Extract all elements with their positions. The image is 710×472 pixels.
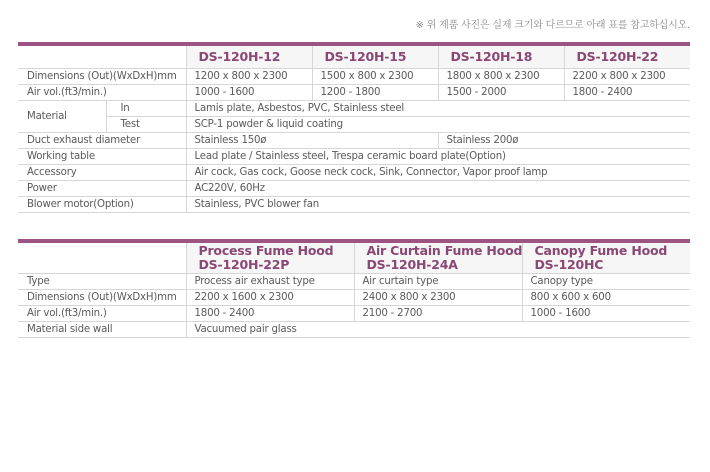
cell-value: 2100 - 2700 [354, 306, 522, 322]
row-label: Accessory [18, 165, 186, 181]
cell-value: SCP-1 powder & liquid coating [186, 117, 690, 133]
table-row [18, 85, 690, 101]
row-label: Dimensions (Out)(WxDxH)mm [18, 290, 186, 306]
cell-value: Stainless, PVC blower fan [186, 197, 690, 213]
row-label: Type [18, 274, 186, 290]
table-row [18, 322, 690, 338]
cell-value: Vacuumed pair glass [186, 322, 690, 338]
table-row [18, 117, 690, 133]
cell-value: 1800 x 800 x 2300 [438, 69, 564, 85]
cell-value: AC220V, 60Hz [186, 181, 690, 197]
row-label: Material side wall [18, 322, 186, 338]
table-row [18, 133, 690, 149]
cell-value: 1200 - 1800 [312, 85, 438, 101]
table-row [18, 306, 690, 322]
row-sublabel: Test [106, 117, 186, 133]
cell-value: Air cock, Gas cock, Goose neck cock, Sink, Connector, Vapor proof lamp [186, 165, 690, 181]
model-code: DS-120H-22P [198, 257, 290, 272]
model-code: DS-120HC [534, 257, 604, 272]
cell-value: 2400 x 800 x 2300 [354, 290, 522, 306]
table-row [18, 181, 690, 197]
cell-value: Air curtain type [354, 274, 522, 290]
row-label: Power [18, 181, 186, 197]
table-row [18, 165, 690, 181]
model-code: DS-120H-24A [366, 257, 458, 272]
cell-value: 1000 - 1600 [522, 306, 690, 322]
model-header: DS-120H-18 [438, 44, 564, 69]
row-sublabel: In [106, 101, 186, 117]
model-header-row [18, 44, 690, 69]
notice-text: ※ 위 제품 사진은 실제 크기와 다르므로 아래 표를 참고하십시오. [415, 20, 690, 31]
cell-value: Lead plate / Stainless steel, Trespa ceramic board plate(Option) [186, 149, 690, 165]
cell-value: Stainless 200ø [438, 133, 690, 149]
model-header [186, 241, 354, 274]
table-row [18, 149, 690, 165]
row-label: Air vol.(ft3/min.) [18, 306, 186, 322]
row-label: Material [18, 101, 106, 133]
cell-value: 1800 - 2400 [564, 85, 690, 101]
table-row [18, 69, 690, 85]
header-blank [18, 44, 186, 69]
cell-value: Canopy type [522, 274, 690, 290]
model-name: Process Fume Hood [198, 243, 334, 258]
table-row [18, 101, 690, 117]
spec-table-ds-120h [18, 42, 690, 213]
spec-table-special-hoods [18, 239, 690, 338]
table-row [18, 197, 690, 213]
model-header: DS-120H-12 [186, 44, 312, 69]
table-row [18, 274, 690, 290]
cell-value: 2200 x 800 x 2300 [564, 69, 690, 85]
cell-value: 1500 - 2000 [438, 85, 564, 101]
row-label: Blower motor(Option) [18, 197, 186, 213]
cell-value: Lamis plate, Asbestos, PVC, Stainless steel [186, 101, 690, 117]
cell-value: 1200 x 800 x 2300 [186, 69, 312, 85]
row-label: Duct exhaust diameter [18, 133, 186, 149]
table-row [18, 290, 690, 306]
cell-value: 2200 x 1600 x 2300 [186, 290, 354, 306]
cell-value: 1000 - 1600 [186, 85, 312, 101]
model-header [354, 241, 522, 274]
model-name: Air Curtain Fume Hood [366, 243, 522, 258]
row-label: Dimensions (Out)(WxDxH)mm [18, 69, 186, 85]
cell-value: Stainless 150ø [186, 133, 438, 149]
cell-value: 1800 - 2400 [186, 306, 354, 322]
cell-value: 800 x 600 x 600 [522, 290, 690, 306]
model-header [522, 241, 690, 274]
row-label: Air vol.(ft3/min.) [18, 85, 186, 101]
model-name: Canopy Fume Hood [534, 243, 668, 258]
header-blank [18, 241, 186, 274]
cell-value: Process air exhaust type [186, 274, 354, 290]
row-label: Working table [18, 149, 186, 165]
model-header: DS-120H-22 [564, 44, 690, 69]
model-header: DS-120H-15 [312, 44, 438, 69]
model-header-row [18, 241, 690, 274]
cell-value: 1500 x 800 x 2300 [312, 69, 438, 85]
